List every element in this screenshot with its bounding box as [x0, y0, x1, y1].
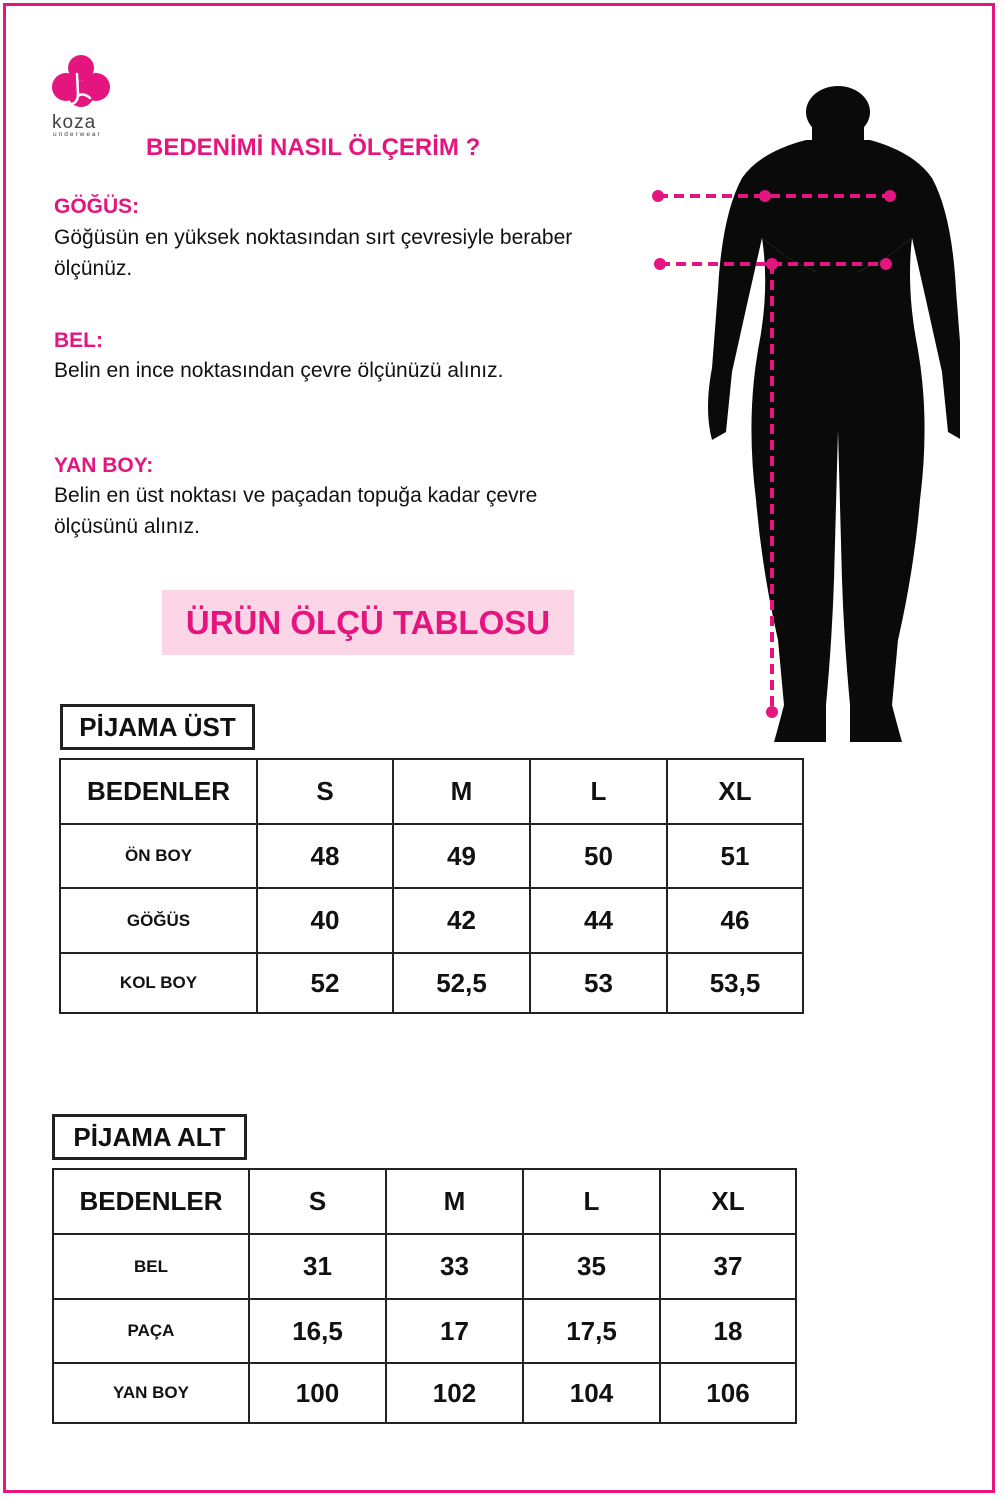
row-label: YAN BOY — [53, 1363, 249, 1423]
table-row — [53, 1363, 796, 1423]
table-cell: 100 — [249, 1363, 386, 1423]
brand-tagline: underwear — [53, 131, 102, 138]
table-row — [53, 1234, 796, 1299]
table-row — [53, 1299, 796, 1363]
size-table-pijama-alt — [52, 1168, 797, 1424]
row-label: PAÇA — [53, 1299, 249, 1363]
row-label: BEL — [53, 1234, 249, 1299]
table-cell: 48 — [257, 824, 393, 888]
table-cell: 37 — [660, 1234, 796, 1299]
table-label-pijama-alt: PİJAMA ALT — [52, 1114, 247, 1160]
table-cell: 51 — [667, 824, 803, 888]
table-cell: 50 — [530, 824, 667, 888]
table-cell: 46 — [667, 888, 803, 953]
header-cell: BEDENLER — [53, 1169, 249, 1234]
page-heading: BEDENİMİ NASIL ÖLÇERİM ? — [146, 134, 481, 161]
body-measurement-figure-icon — [650, 80, 960, 760]
header-cell: L — [530, 759, 667, 824]
brand-name: koza — [52, 112, 97, 133]
header-cell: S — [257, 759, 393, 824]
table-cell: 102 — [386, 1363, 523, 1423]
table-row — [60, 888, 803, 953]
section-body-gogus: Göğüsün en yüksek noktasından sırt çevresiyle beraber ölçünüz. — [54, 226, 573, 280]
table-cell: 49 — [393, 824, 530, 888]
table-cell: 42 — [393, 888, 530, 953]
table-cell: 17,5 — [523, 1299, 660, 1363]
section-body-bel: Belin en ince noktasından çevre ölçünüzü alınız. — [54, 359, 504, 382]
table-cell: 106 — [660, 1363, 796, 1423]
table-label-pijama-ust: PİJAMA ÜST — [60, 704, 255, 750]
table-cell: 52 — [257, 953, 393, 1013]
table-cell: 33 — [386, 1234, 523, 1299]
table-cell: 40 — [257, 888, 393, 953]
table-cell: 53,5 — [667, 953, 803, 1013]
header-cell: M — [386, 1169, 523, 1234]
size-table-pijama-ust — [59, 758, 804, 1014]
header-cell: XL — [667, 759, 803, 824]
section-body-yan-boy: Belin en üst noktası ve paçadan topuğa kadar çevre ölçüsünü alınız. — [54, 484, 538, 538]
table-cell: 53 — [530, 953, 667, 1013]
section-title-bel: BEL: — [54, 329, 103, 352]
table-cell: 31 — [249, 1234, 386, 1299]
table-row — [60, 824, 803, 888]
header-cell: XL — [660, 1169, 796, 1234]
row-label: KOL BOY — [60, 953, 257, 1013]
table-cell: 18 — [660, 1299, 796, 1363]
table-cell: 44 — [530, 888, 667, 953]
table-cell: 52,5 — [393, 953, 530, 1013]
table-cell: 35 — [523, 1234, 660, 1299]
table-header-row — [60, 759, 803, 824]
header-cell: L — [523, 1169, 660, 1234]
section-title-gogus: GÖĞÜS: — [54, 195, 140, 218]
table-cell: 104 — [523, 1363, 660, 1423]
row-label: GÖĞÜS — [60, 888, 257, 953]
header-cell: S — [249, 1169, 386, 1234]
table-row — [60, 953, 803, 1013]
size-chart-banner: ÜRÜN ÖLÇÜ TABLOSU — [162, 590, 574, 655]
table-cell: 17 — [386, 1299, 523, 1363]
section-title-yan-boy: YAN BOY: — [54, 454, 154, 477]
table-header-row — [53, 1169, 796, 1234]
row-label: ÖN BOY — [60, 824, 257, 888]
header-cell: M — [393, 759, 530, 824]
header-cell: BEDENLER — [60, 759, 257, 824]
table-cell: 16,5 — [249, 1299, 386, 1363]
